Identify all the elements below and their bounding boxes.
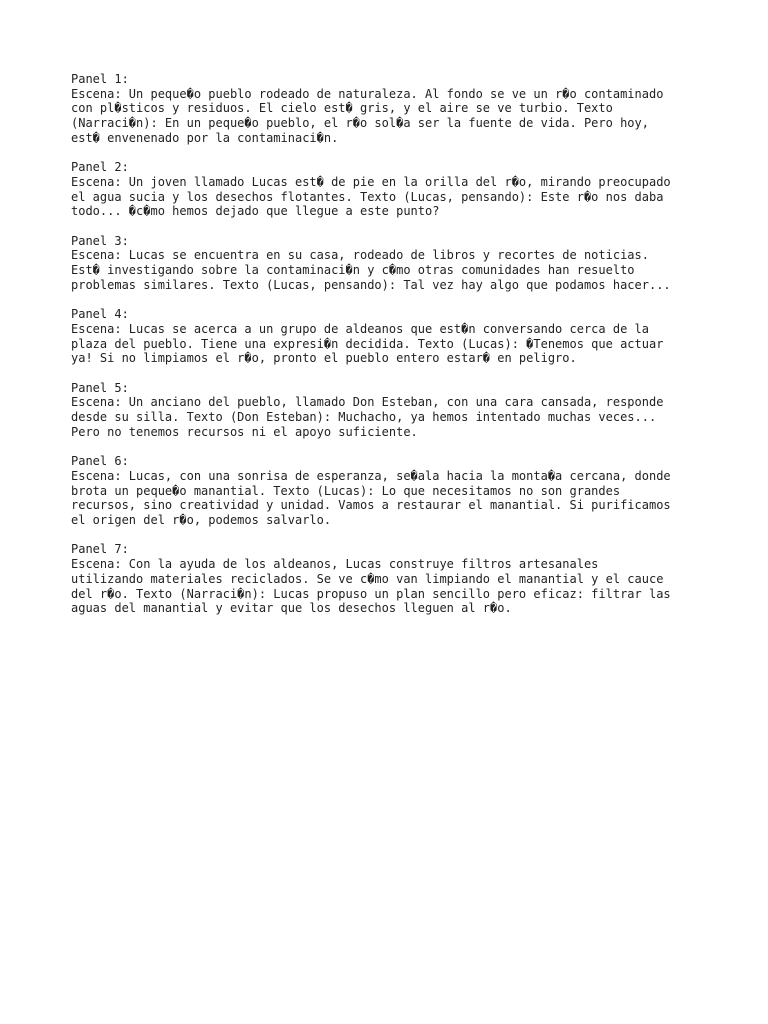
- panel-text-line: recursos, sino creatividad y unidad. Vamos a restaurar el manantial. Si purificamos: [71, 498, 671, 513]
- panel-2: [71, 160, 711, 219]
- panel-text-line: problemas similares. Texto (Lucas, pensando): Tal vez hay algo que podamos hacer...: [71, 277, 671, 292]
- panel-title: Panel 5:: [71, 380, 129, 395]
- panel-3: [71, 234, 711, 293]
- panel-text-line: plaza del pueblo. Tiene una expresi�n decidida. Texto (Lucas): �Tenemos que actuar: [71, 336, 664, 351]
- panel-text-line: el agua sucia y los desechos flotantes. Texto (Lucas, pensando): Este r�o nos daba: [71, 189, 664, 204]
- panel-text-line: utilizando materiales reciclados. Se ve c�mo van limpiando el manantial y el cauce: [71, 571, 664, 586]
- panel-6: [71, 454, 711, 528]
- panel-text-line: Pero no tenemos recursos ni el apoyo suficiente.: [71, 424, 418, 439]
- panel-text-line: Escena: Un joven llamado Lucas est� de pie en la orilla del r�o, mirando preocupado: [71, 174, 671, 189]
- panel-title: Panel 3:: [71, 233, 129, 248]
- panel-text-line: Est� investigando sobre la contaminaci�n y c�mo otras comunidades han resuelto: [71, 263, 635, 278]
- panel-text-line: (Narraci�n): En un peque�o pueblo, el r�o sol�a ser la fuente de vida. Pero hoy,: [71, 116, 649, 131]
- panel-text-line: Escena: Un anciano del pueblo, llamado Don Esteban, con una cara cansada, responde: [71, 395, 664, 410]
- panel-text-line: ya! Si no limpiamos el r�o, pronto el pueblo entero estar� en peligro.: [71, 351, 577, 366]
- panel-title: Panel 1:: [71, 72, 129, 86]
- panel-text-line: brota un peque�o manantial. Texto (Lucas): Lo que necesitamos no son grandes: [71, 483, 621, 498]
- panel-title: Panel 7:: [71, 542, 129, 557]
- panel-text-line: el origen del r�o, podemos salvarlo.: [71, 513, 332, 528]
- panel-title: Panel 4:: [71, 307, 129, 322]
- panel-text-line: aguas del manantial y evitar que los desechos lleguen al r�o.: [71, 601, 512, 616]
- panel-4: [71, 307, 711, 366]
- panel-7: [71, 542, 711, 616]
- panel-text-line: del r�o. Texto (Narraci�n): Lucas propuso un plan sencillo pero eficaz: filtrar las: [71, 586, 671, 601]
- panel-text-line: Escena: Lucas se acerca a un grupo de aldeanos que est�n conversando cerca de la: [71, 321, 649, 336]
- panel-text-line: todo... �c�mo hemos dejado que llegue a este punto?: [71, 204, 440, 219]
- panel-5: [71, 381, 711, 440]
- panel-text-line: desde su silla. Texto (Don Esteban): Muchacho, ya hemos intentado muchas veces...: [71, 410, 657, 425]
- panel-1: [71, 72, 711, 146]
- panel-text-line: est� envenenado por la contaminaci�n.: [71, 130, 339, 145]
- panel-text-line: Escena: Lucas se encuentra en su casa, rodeado de libros y recortes de noticias.: [71, 248, 649, 263]
- panel-text-line: Escena: Un peque�o pueblo rodeado de naturaleza. Al fondo se ve un r�o contaminado: [71, 86, 664, 101]
- panel-title: Panel 2:: [71, 160, 129, 175]
- panel-text-line: con pl�sticos y residuos. El cielo est� gris, y el aire se ve turbio. Texto: [71, 101, 613, 116]
- panel-title: Panel 6:: [71, 454, 129, 469]
- panel-text-line: Escena: Lucas, con una sonrisa de esperanza, se�ala hacia la monta�a cercana, donde: [71, 468, 671, 483]
- panel-text-line: Escena: Con la ayuda de los aldeanos, Lucas construye filtros artesanales: [71, 557, 599, 572]
- document-page: [71, 72, 711, 631]
